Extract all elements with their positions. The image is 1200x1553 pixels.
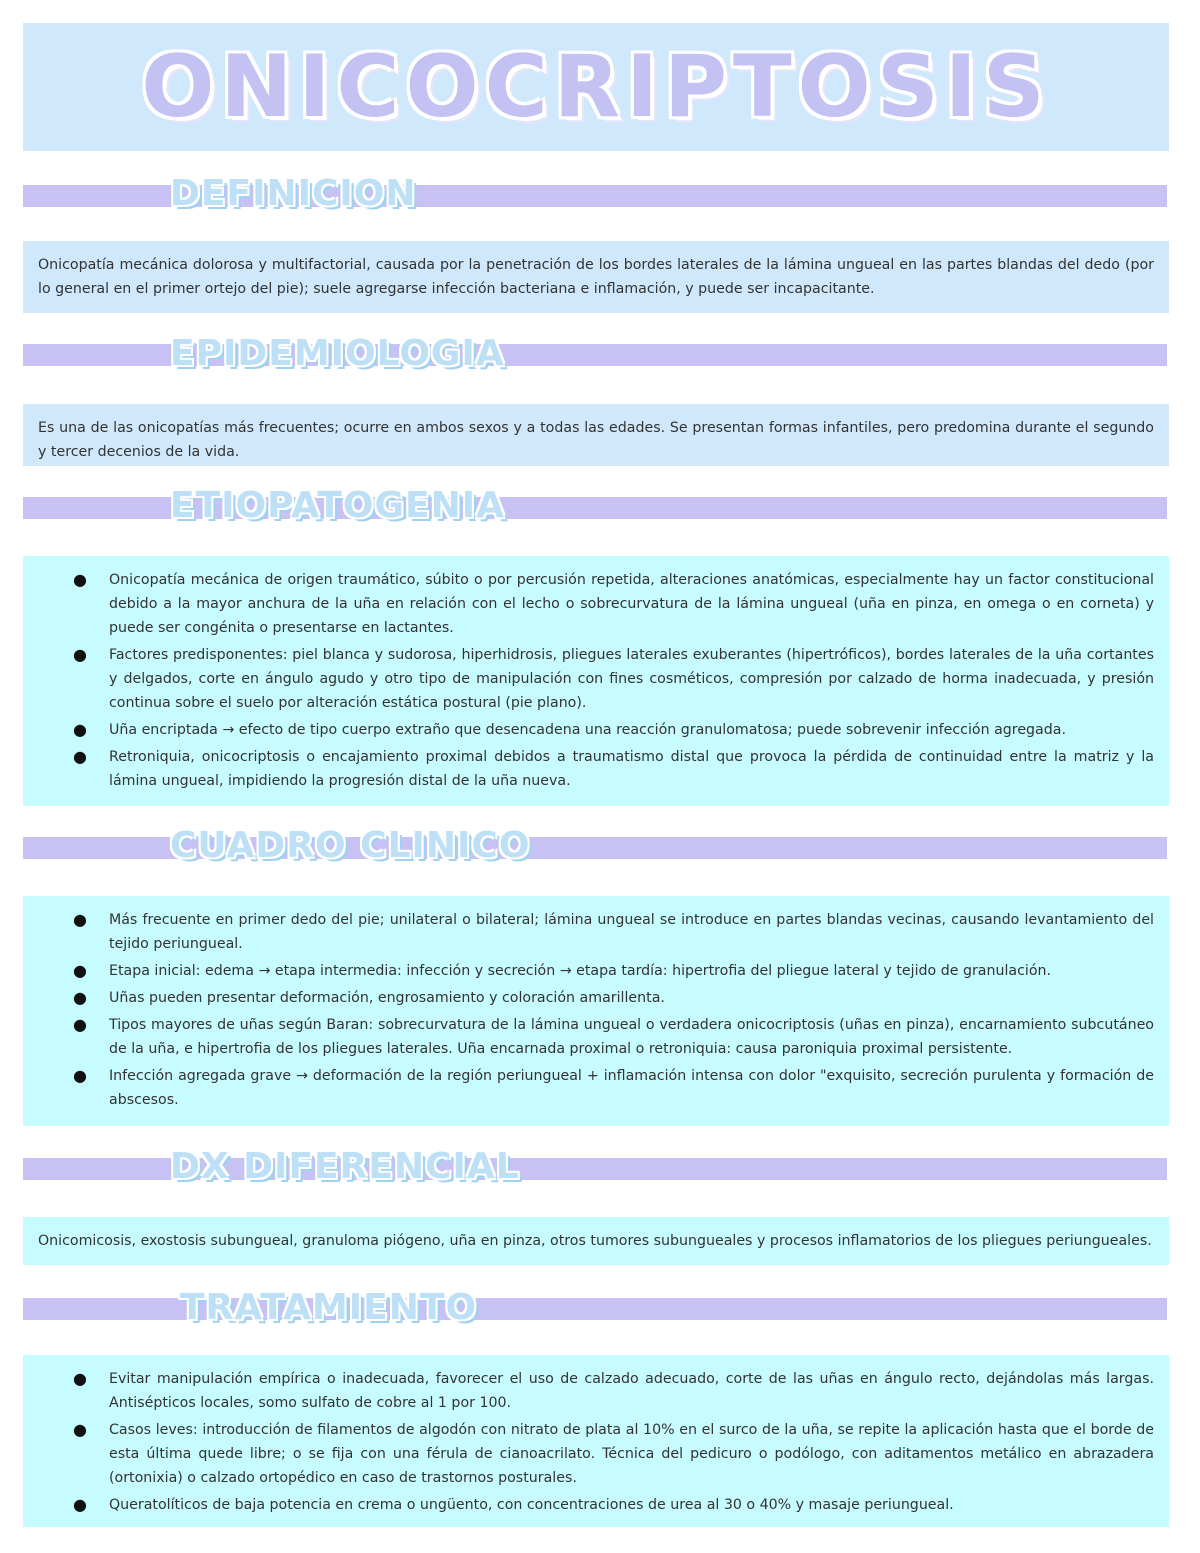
etiopatogenia-list xyxy=(23,568,1169,793)
heading-definicion: DEFINICION xyxy=(170,173,417,214)
bullet-icon: ● xyxy=(73,1420,87,1439)
list-item: ● Casos leves: introducción de filamentos de algodón con nitrato de plata al 10% en el surco de la uña, se repite la aplicación hasta que el borde de esta última quede libre; o se fija con una férula de cianoacrilato. Técnica del pedicuro o podólogo, con aditamentos metálico en abrazadera (ortonixia) o calzado ortopédico en caso de trastornos posturales. xyxy=(73,1420,1154,1486)
list-item: ● Evitar manipulación empírica o inadecuada, favorecer el uso de calzado adecuado, corte de las uñas en ángulo recto, dejándolas más largas. Antisépticos locales, somo sulfato de cobre al 1 por 100. xyxy=(73,1369,1154,1411)
list-item: ● Uñas pueden presentar deformación, engrosamiento y coloración amarillenta. xyxy=(23,986,1169,1010)
cuadro-clinico-box xyxy=(23,896,1169,1126)
bullet-icon: ● xyxy=(73,1369,87,1388)
list-item: ● Onicopatía mecánica de origen traumático, súbito o por percusión repetida, alteraciones anatómicas, especialmente hay un factor constitucional debido a la mayor anchura de la uña en relación con el lecho o sobrecurvatura de la lámina ungueal (uña en pinza, en omega o en corneta) y puede ser congénita o presentarse en lactantes. xyxy=(73,570,1154,636)
bullet-icon: ● xyxy=(73,988,87,1007)
heading-tratamiento: TRATAMIENTO xyxy=(180,1287,478,1328)
tratamiento-list xyxy=(23,1367,1169,1517)
list-item: ● Etapa inicial: edema → etapa intermedia: infección y secreción → etapa tardía: hipertrofia del pliegue lateral y tejido de granulación. xyxy=(23,959,1169,983)
heading-etiopatogenia: ETIOPATOGENIA xyxy=(170,485,505,526)
page-title: ONICOCRIPTOSIS xyxy=(141,37,1051,137)
definicion-text: Onicopatía mecánica dolorosa y multifactorial, causada por la penetración de los bordes laterales de la lámina ungueal en las partes blandas del dedo (por lo general en el primer ortejo del pie); suele agregarse infección bacteriana e inflamación, y puede ser incapacitante. xyxy=(38,257,1154,297)
definicion-box xyxy=(23,241,1169,313)
heading-dx-diferencial: DX DIFERENCIAL xyxy=(170,1146,520,1187)
etiopatogenia-box xyxy=(23,556,1169,806)
bullet-icon: ● xyxy=(73,720,87,739)
bullet-icon: ● xyxy=(73,570,87,589)
bullet-icon: ● xyxy=(73,961,87,980)
list-item: ● Factores predisponentes: piel blanca y sudorosa, hiperhidrosis, pliegues laterales exuberantes (hipertróficos), bordes laterales de la uña cortantes y delgados, corte en ángulo agudo y otro tipo de manipulación con fines cosméticos, compresión por calzado de horma inadecuada, y presión continua sobre el suelo por alteración estática postural (pie plano). xyxy=(73,645,1154,711)
epidemiologia-box xyxy=(23,404,1169,466)
heading-epidemiologia: EPIDEMIOLOGIA xyxy=(170,333,505,374)
tratamiento-box xyxy=(23,1355,1169,1527)
dx-diferencial-box xyxy=(23,1217,1169,1265)
list-item: ● Infección agregada grave → deformación de la región periungueal + inflamación intensa con dolor "exquisito, secreción purulenta y formación de abscesos. xyxy=(73,1066,1154,1108)
bullet-icon: ● xyxy=(73,747,87,766)
list-item: ● Queratolíticos de baja potencia en crema o ungüento, con concentraciones de urea al 30 o 40% y masaje periungueal. xyxy=(23,1493,1169,1517)
list-item: ● Uña encriptada → efecto de tipo cuerpo extraño que desencadena una reacción granulomatosa; puede sobrevenir infección agregada. xyxy=(23,718,1169,742)
heading-cuadro-clinico: CUADRO CLINICO xyxy=(170,825,531,866)
bullet-icon: ● xyxy=(73,1066,87,1085)
bullet-icon: ● xyxy=(73,1015,87,1034)
cuadro-clinico-list xyxy=(23,908,1169,1112)
list-item: ● Más frecuente en primer dedo del pie; unilateral o bilateral; lámina ungueal se introduce en partes blandas vecinas, causando levantamiento del tejido periungueal. xyxy=(73,910,1154,952)
bullet-icon: ● xyxy=(73,1495,87,1514)
title-banner xyxy=(23,23,1169,151)
bullet-icon: ● xyxy=(73,645,87,664)
list-item: ● Retroniquia, onicocriptosis o encajamiento proximal debidos a traumatismo distal que provoca la pérdida de continuidad entre la matriz y la lámina ungueal, impidiendo la progresión distal de la uña nueva. xyxy=(73,747,1154,789)
bullet-icon: ● xyxy=(73,910,87,929)
epidemiologia-text: Es una de las onicopatías más frecuentes; ocurre en ambos sexos y a todas las edades. Se presentan formas infantiles, pero predomina durante el segundo y tercer decenios de la vida. xyxy=(38,420,1154,460)
dx-diferencial-text: Onicomicosis, exostosis subungueal, granuloma piógeno, uña en pinza, otros tumores subungueales y procesos inflamatorios de los pliegues periungueales. xyxy=(38,1233,1152,1249)
list-item: ● Tipos mayores de uñas según Baran: sobrecurvatura de la lámina ungueal o verdadera onicocriptosis (uñas en pinza), encarnamiento subcutáneo de la uña, e hipertrofia de los pliegues laterales. Uña encarnada proximal o retroniquia: causa paroniquia proximal persistente. xyxy=(73,1015,1154,1057)
